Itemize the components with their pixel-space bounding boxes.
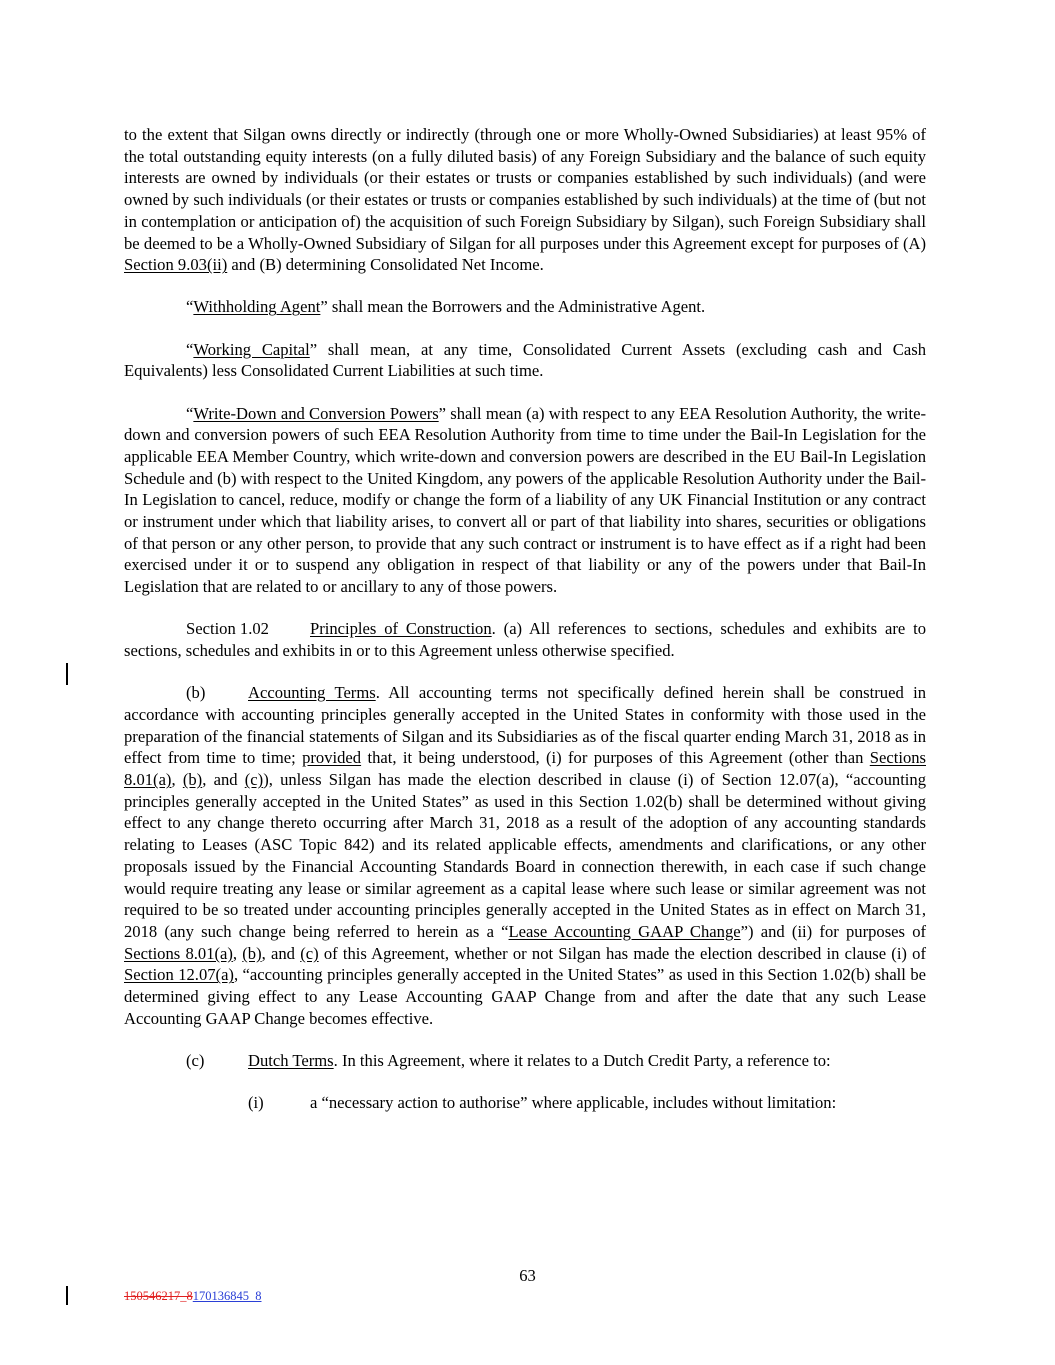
paragraph-text: to the extent that Silgan owns directly or indirectly (through one or more Wholly-Owned Subsidiaries) at least 95% of the total outstanding equity interests (on a fully diluted basis) of any Foreign Subsidiary and the balance of such equity interests are owned by individuals (or their estates or trusts or companies established by such individuals) (and were owned by such individuals (or their estates or trusts or companies established by such individuals) at the time of (but not in contemplation or anticipation of) the acquisition of such Foreign Subsidiary by Silgan), such Foreign Subsidiary shall be deemed to be a Wholly-Owned Subsidiary of Silgan for all purposes under this Agreement except for purposes of (A) — [124, 125, 926, 253]
definition-write-down-conversion-powers — [124, 403, 926, 598]
paragraph-label: (b) — [186, 683, 206, 703]
provided-term: provided — [302, 748, 362, 768]
paragraph-silgan-wholly-owned — [124, 124, 926, 276]
paragraph-heading: Accounting Terms — [248, 683, 376, 703]
separator: , — [171, 770, 183, 790]
separator: , and — [261, 943, 301, 963]
document-body — [124, 124, 926, 1114]
quote-mark: “ — [186, 339, 194, 359]
paragraph-text: a “necessary action to authorise” where applicable, includes without limitation: — [310, 1093, 837, 1113]
section-number: Section 1.02 — [186, 619, 269, 639]
section-reference: (b) — [182, 770, 203, 790]
section-reference: (c) — [244, 770, 264, 790]
definition-working-capital — [124, 339, 926, 382]
document-id — [124, 1289, 262, 1304]
definition-withholding-agent — [124, 296, 926, 318]
section-reference: Section 12.07(a) — [124, 965, 234, 985]
paragraph-text: . All accounting terms not specifically defined herein shall be construed in accordance with accounting principles generally accepted in the United States in conformity with those used in the preparation of the financial statements of Silgan and its Subsidiaries as of the fiscal quarter ending March 31, 2018 as in effect from time to time; — [124, 683, 926, 768]
revision-change-bar — [66, 1286, 68, 1305]
page-number: 63 — [519, 1266, 536, 1285]
defined-term: Working Capital — [193, 339, 310, 359]
defined-term: Withholding Agent — [193, 297, 321, 317]
separator: , and — [202, 770, 245, 790]
section-reference: Sections 8.01(a) — [124, 748, 926, 790]
section-1-02 — [124, 618, 926, 661]
quote-mark: “ — [186, 297, 194, 317]
paragraph-label: (i) — [248, 1093, 264, 1113]
document-id-inserted: 170136845_8 — [192, 1289, 262, 1303]
paragraph-text: that, it being understood, (i) for purposes of this Agreement (other than — [361, 748, 870, 768]
revision-change-bar — [66, 663, 68, 685]
paragraph-text: , “accounting principles generally accepted in the United States” as used in this Section 1.02(b) shall be determined giving effect to any Lease Accounting GAAP Change from and after the date that any such Lease Accounting GAAP Change becomes effective. — [124, 965, 926, 1028]
section-reference: (b) — [242, 943, 262, 963]
section-text: . (a) All references to sections, schedules and exhibits are to sections, schedules and exhibits in or to this Agreement unless otherwise specified. — [124, 619, 926, 661]
paragraph-c-i — [124, 1092, 926, 1114]
paragraph-text: . In this Agreement, where it relates to a Dutch Credit Party, a reference to: — [333, 1051, 831, 1071]
quote-mark: “ — [186, 403, 194, 423]
section-heading: Principles of Construction — [310, 619, 492, 639]
paragraph-text: ”) and (ii) for purposes of — [740, 922, 927, 941]
defined-term: Lease Accounting GAAP Change — [508, 922, 741, 941]
separator: , — [232, 943, 243, 963]
paragraph-text: ), unless Silgan has made the election described in clause (i) of Section 12.07(a), “accounting principles generally accepted in the United States” as used in this Section 1.02(b) shall be determined without giving effect to any change thereto occurring after March 31, 2018 as a result of the adoption of any accounting standards relating to Leases (ASC Topic 842) and its related applicable effects, amendments and clarifications, or any other proposals issued by the Financial Accounting Standards Board in connection therewith, in each case if such change would require treating any lease or similar agreement as a capital lease where such lease or similar agreement was not required to be so treated under accounting principles generally accepted in the United States as in effect on March 31, 2018 (any such change being referred to herein as a “ — [124, 770, 927, 941]
paragraph-b-accounting-terms — [124, 682, 926, 1029]
paragraph-text: of this Agreement, whether or not Silgan has made the election described in clause (i) of — [318, 943, 926, 963]
definition-text: ” shall mean the Borrowers and the Administrative Agent. — [320, 297, 706, 317]
section-reference: Sections 8.01(a) — [124, 943, 233, 963]
definition-text: ” shall mean (a) with respect to any EEA Resolution Authority, the write-down and conversion powers of such EEA Resolution Authority from time to time under the Bail-In Legislation for the applicable EEA Member Country, which write-down and conversion powers are described in the EU Bail-In Legislation Schedule and (b) with respect to the United Kingdom, any powers of the applicable Resolution Authority under the Bail-In Legislation to cancel, reduce, modify or change the form of a liability of any UK Financial Institution or any contract or instrument under which that liability arises, to convert all or part of that liability into shares, securities or obligations of that person or any other person, to provide that any such contract or instrument is to have effect as if a right had been exercised under it or to suspend any obligation in respect of that liability or any of the powers under that Bail-In Legislation that are related to or ancillary to any of those powers. — [124, 403, 926, 597]
paragraph-heading: Dutch Terms — [248, 1051, 334, 1071]
definition-text: ” shall mean, at any time, Consolidated Current Assets (excluding cash and Cash Equivalents) less Consolidated Current Liabilities at such time. — [124, 339, 926, 381]
document-id-deleted: 150546217_8 — [124, 1289, 193, 1303]
paragraph-text: and (B) determining Consolidated Net Income. — [227, 255, 544, 275]
paragraph-label: (c) — [186, 1051, 205, 1071]
section-reference: Section 9.03(ii) — [124, 255, 228, 275]
section-reference: (c) — [300, 943, 319, 963]
defined-term: Write-Down and Conversion Powers — [193, 403, 439, 423]
paragraph-c-dutch-terms — [124, 1050, 926, 1072]
